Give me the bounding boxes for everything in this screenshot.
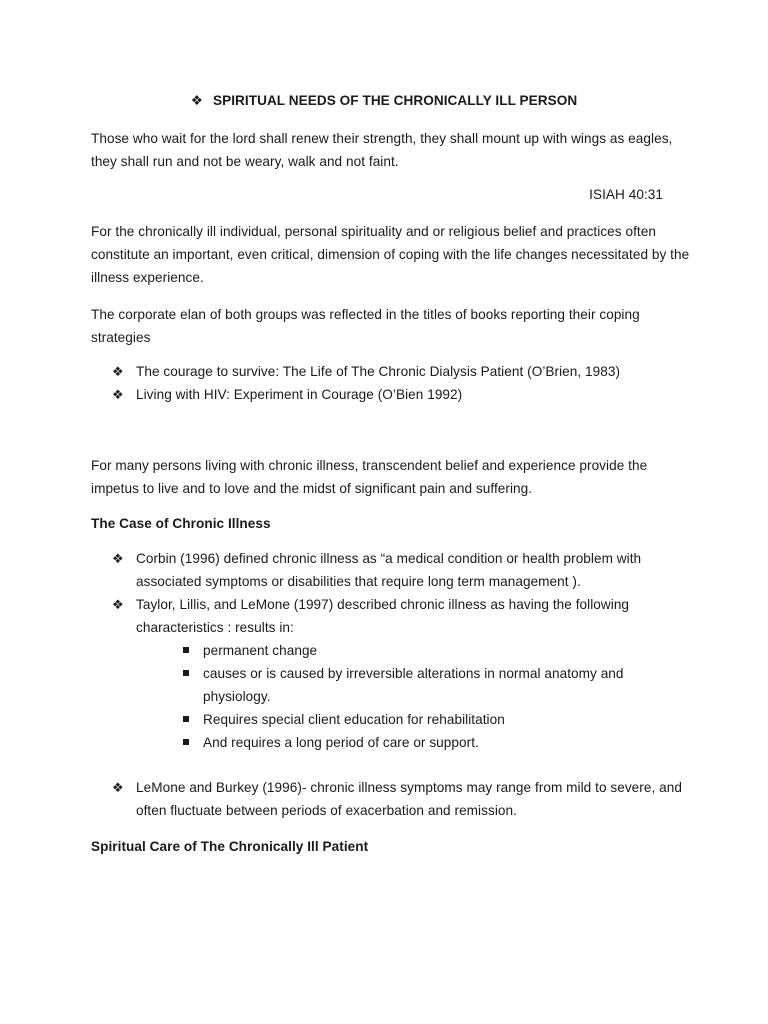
square-bullet-icon	[183, 647, 189, 653]
list-item	[112, 360, 692, 383]
list-item	[112, 383, 692, 406]
square-bullet-icon	[183, 670, 189, 676]
characteristic-text: Requires special client education for rehabilitation	[203, 712, 505, 727]
lemone-list	[112, 776, 692, 822]
list-item	[182, 639, 682, 662]
diamond-bullet-icon: ❖	[112, 780, 124, 795]
scripture-reference: ISIAH 40:31	[589, 187, 663, 202]
list-item	[112, 776, 692, 822]
characteristic-text: And requires a long period of care or support.	[203, 735, 479, 750]
list-item	[182, 731, 682, 754]
scripture-quote: Those who wait for the lord shall renew their strength, they shall mount up with wings as eagles, they shall run and not be weary, walk and not faint.	[91, 131, 673, 169]
corporate-paragraph: The corporate elan of both groups was reflected in the titles of books reporting their coping strategies	[91, 307, 640, 345]
characteristic-text: permanent change	[203, 643, 318, 658]
transcendent-paragraph: For many persons living with chronic illness, transcendent belief and experience provide the impetus to live and to love and the midst of significant pain and suffering.	[91, 458, 648, 496]
document-title	[0, 92, 768, 110]
book-list	[112, 360, 692, 406]
care-heading: Spiritual Care of The Chronically Ill Patient	[91, 839, 369, 854]
square-bullet-icon	[183, 716, 189, 722]
book-title: The courage to survive: The Life of The Chronic Dialysis Patient (O’Brien, 1983)	[136, 364, 621, 379]
list-item	[182, 662, 682, 708]
diamond-bullet-icon: ❖	[112, 551, 124, 566]
list-item	[182, 708, 682, 731]
case-item-text: Corbin (1996) defined chronic illness as “a medical condition or health problem with associated symptoms or disabilities that require long term management ).	[136, 551, 642, 589]
case-heading: The Case of Chronic Illness	[91, 516, 271, 531]
square-bullet-icon	[183, 739, 189, 745]
list-item	[112, 593, 692, 639]
case-item-text: LeMone and Burkey (1996)- chronic illness symptoms may range from mild to severe, and often fluctuate between periods of exacerbation and remission.	[136, 780, 682, 818]
characteristic-text: causes or is caused by irreversible alterations in normal anatomy and physiology.	[203, 666, 624, 704]
case-item-text: Taylor, Lillis, and LeMone (1997) described chronic illness as having the following characteristics : results in:	[136, 597, 630, 635]
diamond-bullet-icon: ❖	[112, 597, 124, 612]
diamond-bullet-icon: ❖	[190, 93, 203, 108]
diamond-bullet-icon: ❖	[112, 364, 124, 379]
list-item	[112, 547, 692, 593]
intro-paragraph: For the chronically ill individual, personal spirituality and or religious belief and practices often constitute an important, even critical, dimension of coping with the life changes necessitated by the illness experience.	[91, 224, 690, 285]
diamond-bullet-icon: ❖	[112, 387, 124, 402]
book-title: Living with HIV: Experiment in Courage (O’Bien 1992)	[136, 387, 463, 402]
case-list	[112, 547, 692, 639]
title-text: SPIRITUAL NEEDS OF THE CHRONICALLY ILL PERSON	[212, 93, 578, 108]
characteristics-list	[182, 639, 682, 754]
